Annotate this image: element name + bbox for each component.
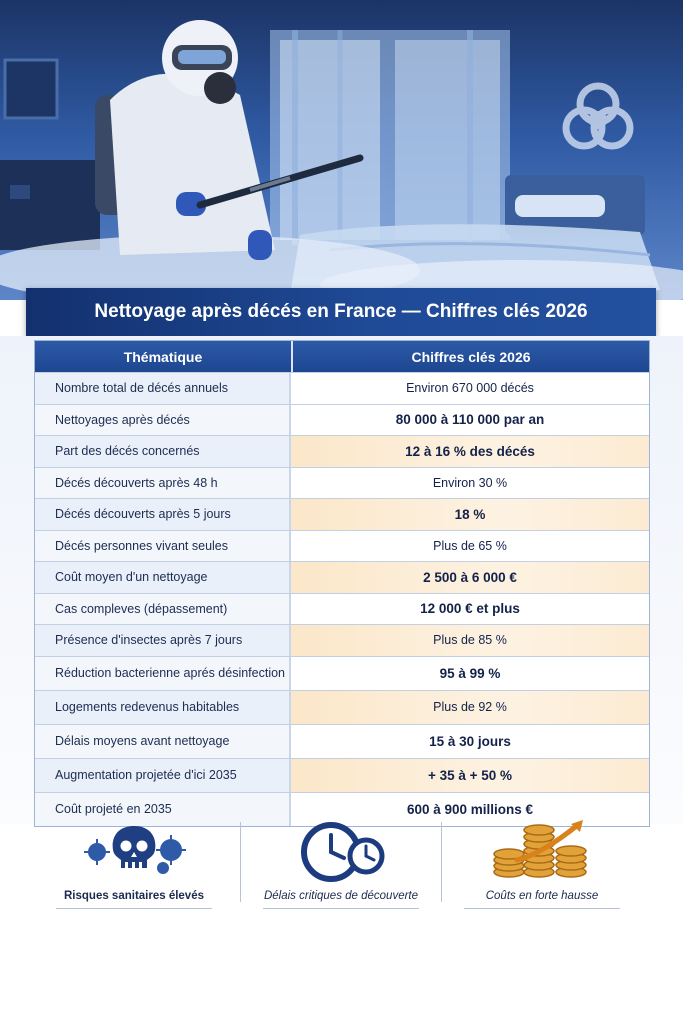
row-value: 600 à 900 millions € xyxy=(291,793,649,826)
row-label: Augmentation projetée d'ici 2035 xyxy=(35,759,291,792)
row-label: Nombre total de décés annuels xyxy=(35,373,291,404)
table-row xyxy=(35,530,649,562)
row-value: 18 % xyxy=(291,499,649,530)
table-header xyxy=(35,341,649,372)
row-label: Logements redevenus habitables xyxy=(35,691,291,724)
footer-caption-costs: Coûts en forte hausse xyxy=(485,890,599,902)
divider xyxy=(56,908,212,909)
hero-illustration xyxy=(0,0,683,300)
footer-highlights xyxy=(34,818,648,918)
row-label: Coût projeté en 2035 xyxy=(35,793,291,826)
table-row xyxy=(35,690,649,724)
footer-item-delays xyxy=(241,818,441,918)
title-banner xyxy=(26,288,656,336)
footer-item-costs xyxy=(442,818,642,918)
column-header-figures: Chiffres clés 2026 xyxy=(411,348,531,365)
skull-virus-icon xyxy=(79,820,189,880)
row-value: + 35 à + 50 % xyxy=(291,759,649,792)
row-value: 15 à 30 jours xyxy=(291,725,649,758)
row-value: Environ 30 % xyxy=(291,468,649,499)
footer-caption-risks: Risques sanitaires élevés xyxy=(64,890,204,902)
cleaning-scene-illustration xyxy=(0,0,683,300)
table-row xyxy=(35,758,649,792)
table-row xyxy=(35,435,649,467)
row-value: 2 500 à 6 000 € xyxy=(291,562,649,593)
row-value: Plus de 92 % xyxy=(291,691,649,724)
row-value: 12 000 € et plus xyxy=(291,594,649,625)
row-label: Décés découverts après 48 h xyxy=(35,468,291,499)
table-row xyxy=(35,498,649,530)
row-label: Réduction bacterienne aprés désinfection xyxy=(35,657,291,690)
divider xyxy=(263,908,419,909)
row-label: Part des décés concernés xyxy=(35,436,291,467)
row-value: Plus de 85 % xyxy=(291,625,649,656)
table-row xyxy=(35,372,649,404)
row-value: Plus de 65 % xyxy=(291,531,649,562)
row-label: Présence d'insectes après 7 jours xyxy=(35,625,291,656)
row-label: Coût moyen d'un nettoyage xyxy=(35,562,291,593)
row-value: 80 000 à 110 000 par an xyxy=(291,405,649,436)
row-label: Nettoyages après décés xyxy=(35,405,291,436)
table-row xyxy=(35,404,649,436)
row-label: Cas compleves (dépassement) xyxy=(35,594,291,625)
table-row xyxy=(35,561,649,593)
table-body xyxy=(35,372,649,826)
key-figures-table xyxy=(34,340,650,827)
row-value: 12 à 16 % des décés xyxy=(291,436,649,467)
row-label: Décés découverts après 5 jours xyxy=(35,499,291,530)
footer-item-risks xyxy=(34,818,234,918)
table-row xyxy=(35,724,649,758)
row-value: Environ 670 000 décés xyxy=(291,373,649,404)
page-title: Nettoyage après décés en France — Chiffres clés 2026 xyxy=(94,301,588,322)
row-value: 95 à 99 % xyxy=(291,657,649,690)
footer-caption-delays: Délais critiques de découverte xyxy=(263,890,419,902)
table-row xyxy=(35,624,649,656)
divider xyxy=(464,908,620,909)
biohazard-icon xyxy=(566,86,630,146)
table-row xyxy=(35,593,649,625)
coins-growth-icon xyxy=(487,820,597,886)
row-label: Décés personnes vivant seules xyxy=(35,531,291,562)
table-row xyxy=(35,656,649,690)
table-row xyxy=(35,467,649,499)
column-header-theme: Thématique xyxy=(35,341,293,372)
clock-icon xyxy=(286,820,396,884)
row-label: Délais moyens avant nettoyage xyxy=(35,725,291,758)
